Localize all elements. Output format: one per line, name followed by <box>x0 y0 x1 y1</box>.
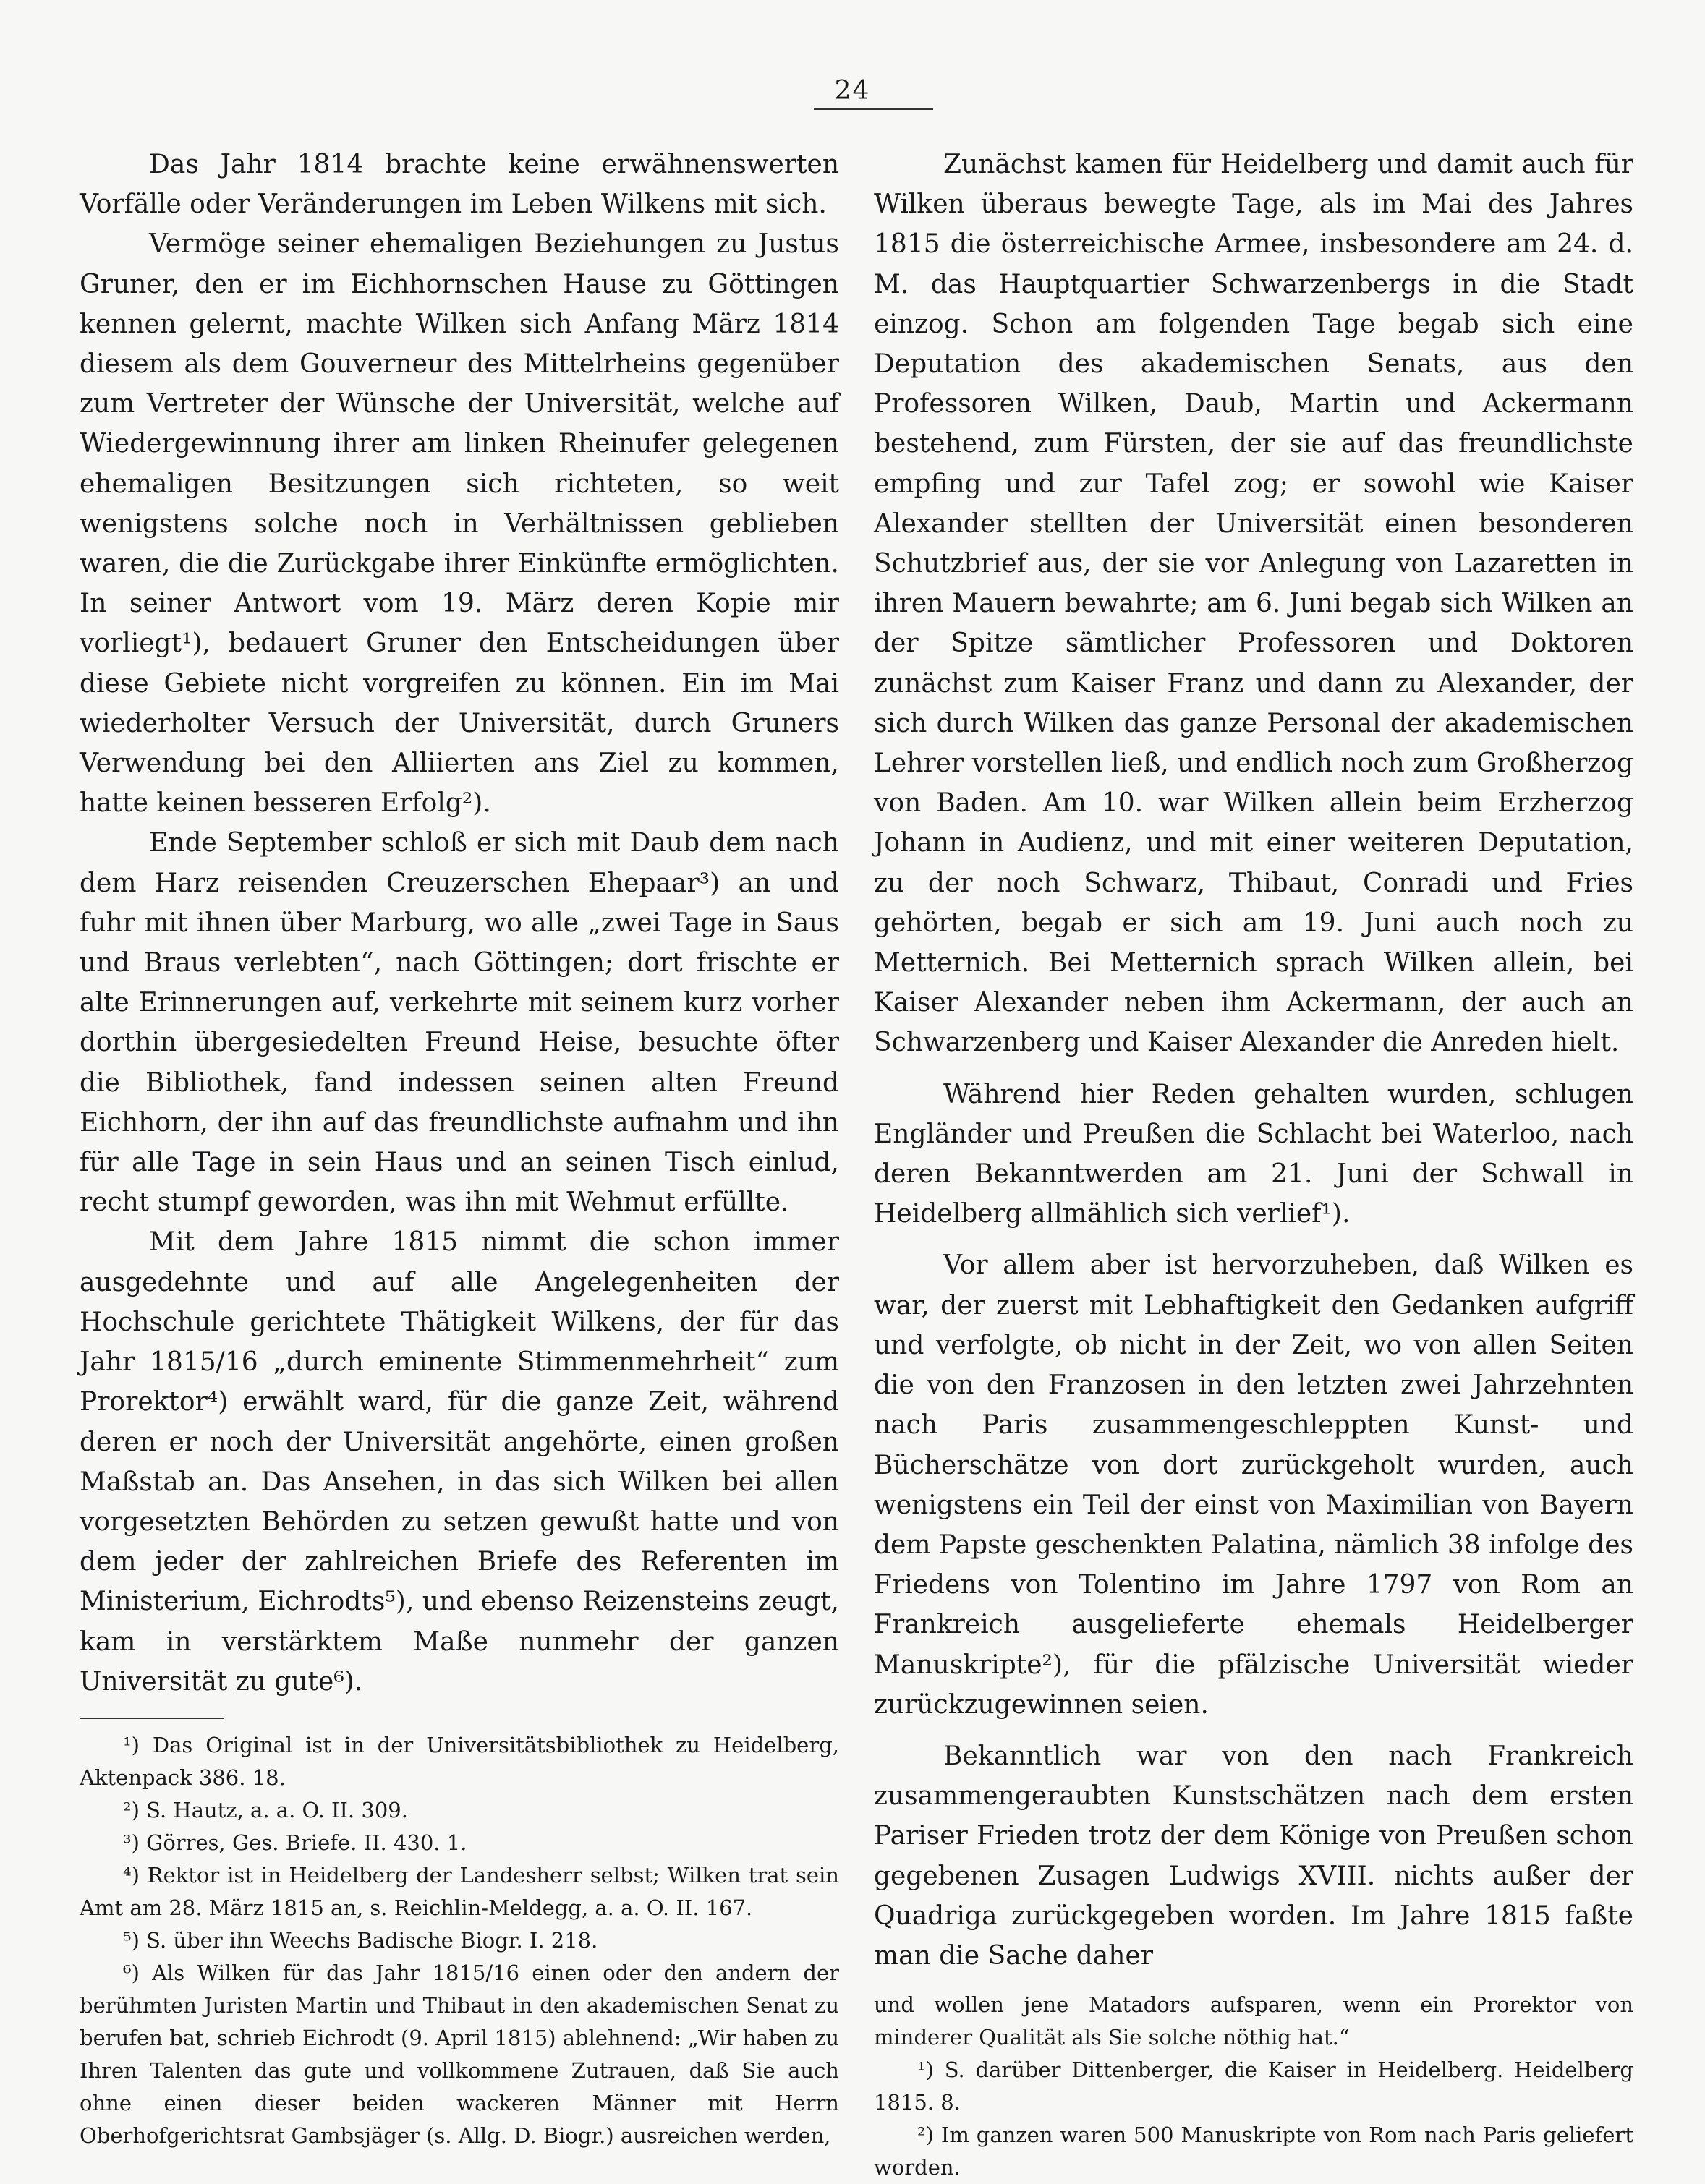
paragraph: Das Jahr 1814 brachte keine erwähnenswerten Vorfälle oder Veränderungen im Leben Wilkens mit sich. <box>80 150 839 220</box>
paragraph: Vermöge seiner ehemaligen Beziehungen zu Justus Gruner, den er im Eichhornschen Hause zu Göttingen kennen gelernt, machte Wilken sich Anfang März 1814 diesem als dem Gouverneur des Mittelrheins gegenüber zum Vertreter der Wünsche der Universität, welche auf Wiedergewinnung ihrer am linken Rheinufer gelegenen ehemaligen Besitzungen sich richteten, so weit wenigstens solche noch in Verhältnissen geblieben waren, die die Zurückgabe ihrer Einkünfte ermöglichten. In seiner Antwort vom 19. März deren Kopie mir vorliegt¹), bedauert Gruner den Entscheidungen über diese Gebiete nicht vorgreifen zu können. Ein im Mai wiederholter Versuch der Universität, durch Gruners Verwendung bei den Alliierten ans Ziel zu kommen, hatte keinen besseren Erfolg²). <box>80 229 839 819</box>
paragraph: Bekanntlich war von den nach Frankreich zusammengeraubten Kunstschätzen nach dem ersten Pariser Frieden trotz der dem Könige von Preußen schon gegebenen Zusagen Ludwigs XVIII. nichts außer der Quadriga zurückgegeben worden. Im Jahre 1815 faßte man die Sache daher <box>874 1741 1633 1971</box>
footnote: ⁵) S. über ihn Weechs Badische Biogr. I. 218. <box>123 1927 598 1953</box>
header-rule <box>814 108 933 110</box>
footnote: ¹) S. darüber Dittenberger, die Kaiser in Heidelberg. Heidelberg 1815. 8. <box>874 2057 1633 2115</box>
footnote: ¹) Das Original ist in der Universitätsbibliothek zu Heidelberg, Aktenpack 386. 18. <box>80 1732 839 1790</box>
paragraph: Zunächst kamen für Heidelberg und damit auch für Wilken überaus bewegte Tage, als im Mai des Jahres 1815 die österreichische Armee, insbesondere am 24. d. M. das Hauptquartier Schwarzenbergs in die Stadt einzog. Schon am folgenden Tage begab sich eine Deputation des akademischen Senats, aus den Professoren Wilken, Daub, Martin und Ackermann bestehend, zum Fürsten, der sie auf das freundlichste empfing und zur Tafel zog; er sowohl wie Kaiser Alexander stellten der Universität einen besonderen Schutzbrief aus, der sie vor Anlegung von Lazaretten in ihren Mauern bewahrte; am 6. Juni begab sich Wilken an der Spitze sämtlicher Professoren und Doktoren zunächst zum Kaiser Franz und dann zu Alexander, der sich durch Wilken das ganze Personal der akademischen Lehrer vorstellen ließ, und endlich noch zum Großherzog von Baden. Am 10. war Wilken allein beim Erzherzog Johann in Audienz, und mit einer weiteren Deputation, zu der noch Schwarz, Thibaut, Conradi und Fries gehörten, begab er sich am 19. Juni auch noch zu Metternich. Bei Metternich sprach Wilken allein, bei Kaiser Alexander neben ihm Ackermann, der auch an Schwarzenberg und Kaiser Alexander die Anreden hielt. <box>874 150 1633 1058</box>
page-number: 24 <box>834 76 871 106</box>
right-column <box>874 145 1633 2184</box>
footnote: ³) Görres, Ges. Briefe. II. 430. 1. <box>123 1830 467 1855</box>
footnote: ⁶) Als Wilken für das Jahr 1815/16 einen oder den andern der berühmten Juristen Martin und Thibaut in den akademischen Senat zu berufen bat, schrieb Eichrodt (9. April 1815) ablehnend: „Wir haben zu Ihren Talenten das gute und vollkommene Zutrauen, daß Sie auch ohne einen dieser beiden wackeren Männer mit Herrn Oberhofgerichtsrat Gambsjäger (s. Allg. D. Biogr.) ausreichen werden, <box>80 1960 839 2148</box>
footnotes <box>80 1729 839 2152</box>
paragraph: Während hier Reden gehalten wurden, schlugen Engländer und Preußen die Schlacht bei Waterloo, nach deren Bekanntwerden am 21. Juni der Schwall in Heidelberg allmählich sich verlief¹). <box>874 1079 1633 1229</box>
paragraph: Mit dem Jahre 1815 nimmt die schon immer ausgedehnte und auf alle Angelegenheiten der Hochschule gerichtete Thätigkeit Wilkens, der für das Jahr 1815/16 „durch eminente Stimmenmehrheit“ zum Prorektor⁴) erwählt ward, für die ganze Zeit, während deren er noch der Universität angehörte, einen großen Maßstab an. Das Ansehen, in das sich Wilken bei allen vorgesetzten Behörden zu setzen gewußt hatte und von dem jeder der zahlreichen Briefe des Referenten im Ministerium, Eichrodts⁵), und ebenso Reizensteins zeugt, kam in verstärktem Maße nunmehr der ganzen Universität zu gute⁶). <box>80 1227 839 1697</box>
footnote: ⁴) Rektor ist in Heidelberg der Landesherr selbst; Wilken trat sein Amt am 28. März 1815 an, s. Reichlin-Meldegg, a. a. O. II. 167. <box>80 1862 839 1920</box>
footnote: ²) S. Hautz, a. a. O. II. 309. <box>123 1797 408 1822</box>
footnotes <box>874 1989 1633 2184</box>
left-column <box>80 145 839 2152</box>
footnote-rule <box>80 1718 224 1719</box>
paragraph: Ende September schloß er sich mit Daub dem nach dem Harz reisenden Creuzerschen Ehepaar³) an und fuhr mit ihnen über Marburg, wo alle „zwei Tage in Saus und Braus verlebten“, nach Göttingen; dort frischte er alte Erinnerungen auf, verkehrte mit seinem kurz vorher dorthin übergesiedelten Freund Heise, besuchte öfter die Bibliothek, fand indessen seinen alten Freund Eichhorn, der ihn auf das freundlichste aufnahm und ihn für alle Tage in sein Haus und an seinen Tisch einlud, recht stumpf geworden, was ihn mit Wehmut erfüllte. <box>80 828 839 1218</box>
footnote: ²) Im ganzen waren 500 Manuskripte von Rom nach Paris geliefert worden. <box>874 2123 1633 2180</box>
footnote-continuation: und wollen jene Matadors aufsparen, wenn ein Prorektor von minderer Qualität als Sie solche nöthig hat.“ <box>874 1992 1633 2050</box>
paragraph: Vor allem aber ist hervorzuheben, daß Wilken es war, der zuerst mit Lebhaftigkeit den Gedanken aufgriff und verfolgte, ob nicht in der Zeit, wo von allen Seiten die von den Franzosen in den letzten zwei Jahrzehnten nach Paris zusammengeschleppten Kunst- und Bücherschätze von dort zurückgeholt wurden, auch wenigstens ein Teil der einst von Maximilian von Bayern dem Papste geschenkten Palatina, nämlich 38 infolge des Friedens von Tolentino im Jahre 1797 von Rom an Frankreich ausgelieferte ehemals Heidelberger Manuskripte²), für die pfälzische Universität wieder zurückzugewinnen seien. <box>874 1250 1633 1720</box>
